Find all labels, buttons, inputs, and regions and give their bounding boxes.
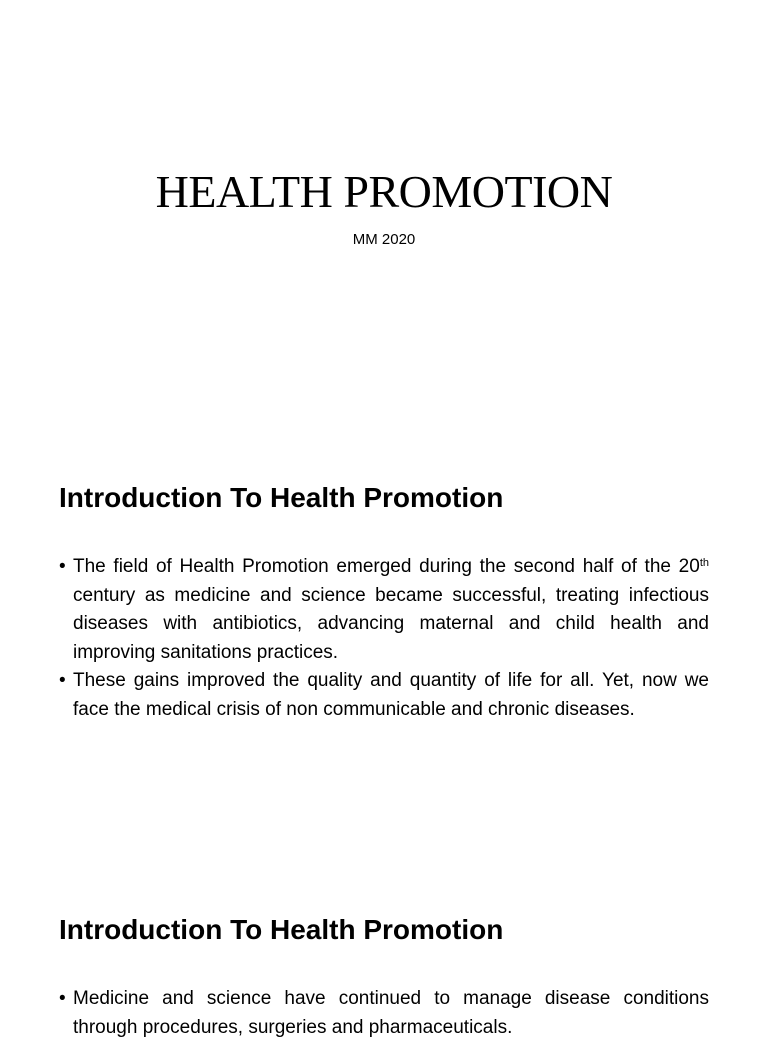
content-slide-2: [0, 864, 768, 1038]
bullet-text: Medicine and science have continued to manage disease conditions through procedures, surgeries and pharmaceuticals.: [73, 988, 709, 1038]
slide-subtitle: MM 2020: [352, 231, 416, 248]
slide-heading: Introduction To Health Promotion: [59, 482, 504, 513]
bullet-text-continued: century as medicine and science became successful, treating infectious diseases with antibiotics, advancing maternal and child health and improving sanitations practices.: [73, 584, 709, 663]
bullet-icon: •: [59, 670, 66, 691]
content-slide-1: [0, 432, 768, 864]
bullet-icon: •: [59, 556, 66, 577]
bullet-text: The field of Health Promotion emerged during the second half of the 20: [73, 556, 700, 577]
superscript: th: [699, 557, 709, 569]
title-slide: [0, 0, 768, 432]
bullet-item: [59, 985, 709, 1042]
bullet-icon: •: [59, 988, 66, 1009]
bullet-item: [59, 667, 709, 724]
bullet-list: [59, 985, 709, 1042]
slide-heading: Introduction To Health Promotion: [59, 914, 504, 945]
slide-title: HEALTH PROMOTION: [155, 166, 613, 217]
bullet-list: [59, 553, 709, 724]
bullet-item: [59, 553, 709, 667]
bullet-text: These gains improved the quality and quantity of life for all. Yet, now we face the medical crisis of non communicable and chronic diseases.: [73, 670, 709, 720]
